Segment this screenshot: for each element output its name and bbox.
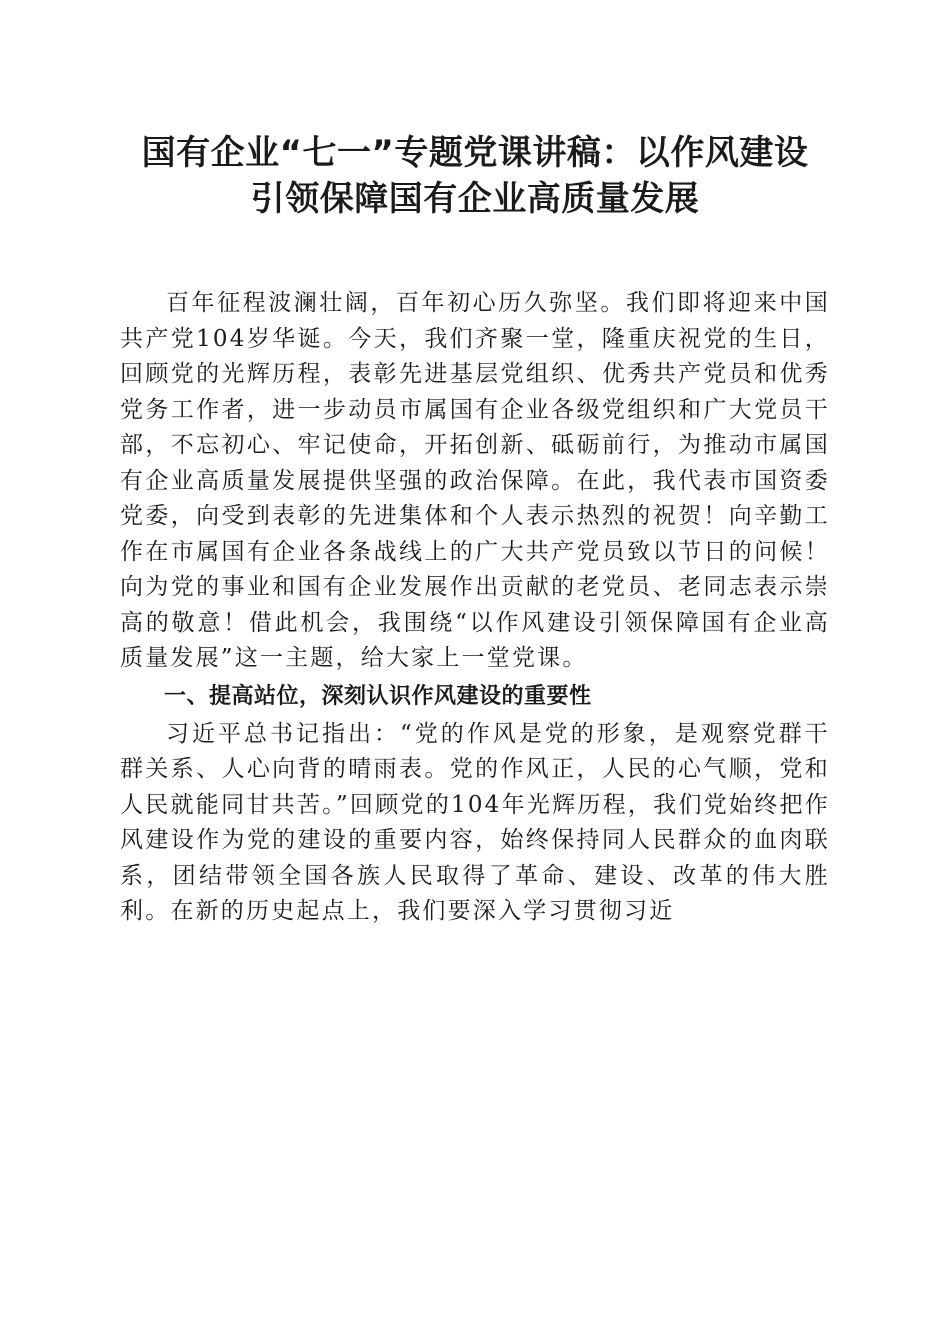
document-body — [120, 286, 830, 930]
section-1-paragraph: 习近平总书记指出：“党的作风是党的形象，是观察党群干群关系、人心向背的晴雨表。党的作风正，人民的心气顺，党和人民就能同甘共苦。”回顾党的104年光辉历程，我们党始终把作风建设作为党的建设的重要内容，始终保持同人民群众的血肉联系，团结带领全国各族人民取得了革命、建设、改革的伟大胜利。在新的历史起点上，我们要深入学习贯彻习近 — [120, 720, 830, 924]
document-page — [120, 130, 830, 930]
title-line-2: 引领保障国有企业高质量发展 — [250, 179, 700, 219]
title-line-1: 国有企业“七一”专题党课讲稿：以作风建设 — [141, 133, 809, 173]
section-heading-1: 一、提高站位，深刻认识作风建设的重要性 — [164, 683, 592, 709]
document-title — [120, 130, 830, 222]
intro-paragraph: 百年征程波澜壮阔，百年初心历久弥坚。我们即将迎来中国共产党104岁华诞。今天，我们齐聚一堂，隆重庆祝党的生日，回顾党的光辉历程，表彰先进基层党组织、优秀共产党员和优秀党务工作者，进一步动员市属国有企业各级党组织和广大党员干部，不忘初心、牢记使命，开拓创新、砥砺前行，为推动市属国有企业高质量发展提供坚强的政治保障。在此，我代表市国资委党委，向受到表彰的先进集体和个人表示热烈的祝贺！向辛勤工作在市属国有企业各条战线上的广大共产党员致以节日的问候！向为党的事业和国有企业发展作出贡献的老党员、老同志表示崇高的敬意！借此机会，我围绕“以作风建设引领保障国有企业高质量发展”这一主题，给大家上一堂党课。 — [120, 290, 830, 671]
